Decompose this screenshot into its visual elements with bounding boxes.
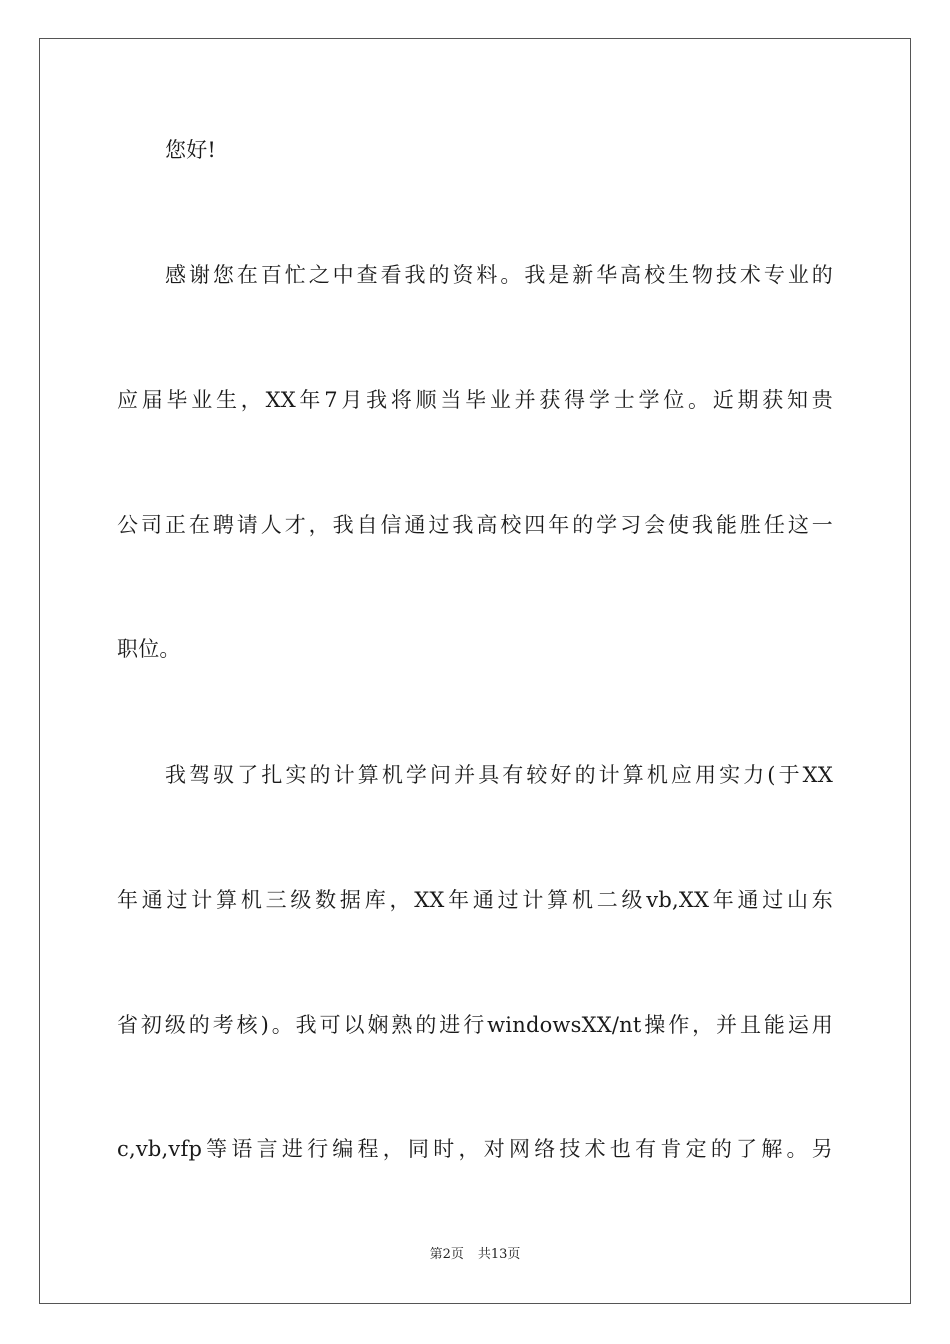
page-border [39, 38, 911, 1304]
body-line: 公司正在聘请人才，我自信通过我高校四年的学习会使我能胜任这一 [117, 513, 833, 537]
body-line: c,vb,vfp等语言进行编程，同时，对网络技术也有肯定的了解。另 [117, 1137, 833, 1161]
greeting-line: 您好! [165, 138, 217, 162]
body-line: 省初级的考核)。我可以娴熟的进行windowsXX/nt操作，并且能运用 [117, 1013, 833, 1037]
body-line: 年通过计算机三级数据库，XX年通过计算机二级vb,XX年通过山东 [117, 888, 833, 912]
page-footer [0, 1246, 950, 1264]
body-line: 应届毕业生，XX年7月我将顺当毕业并获得学士学位。近期获知贵 [117, 388, 833, 412]
body-line: 职位。 [117, 637, 181, 661]
body-line: 我驾驭了扎实的计算机学问并具有较好的计算机应用实力(于XX [165, 763, 833, 787]
body-line: 感谢您在百忙之中查看我的资料。我是新华高校生物技术专业的 [165, 263, 833, 287]
page-total: 共13页 [477, 1247, 521, 1262]
page-number: 第2页 [429, 1247, 464, 1262]
